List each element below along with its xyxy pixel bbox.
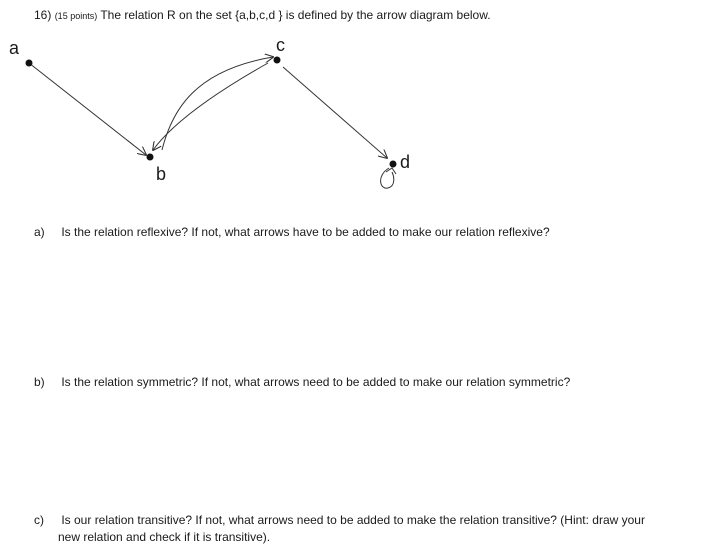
edge-c-to-b: [153, 63, 268, 150]
question-b: [34, 374, 570, 390]
question-c-text-continued: new relation and check if it is transitive).: [58, 530, 271, 544]
question-c: [34, 512, 645, 528]
node-a-dot: [26, 60, 33, 67]
node-a-label: a: [9, 38, 20, 58]
question-c-text: Is our relation transitive? If not, what arrows need to be added to make the relation transitive? (Hint: draw your: [61, 513, 645, 527]
edge-c-to-d: [283, 67, 387, 158]
question-a-text: Is the relation reflexive? If not, what arrows have to be added to make our relation reflexive?: [61, 225, 550, 239]
problem-statement: The relation R on the set {a,b,c,d } is defined by the arrow diagram below.: [100, 8, 491, 22]
edge-b-to-c: [162, 57, 273, 150]
question-c-continued: [58, 529, 270, 545]
question-b-text: Is the relation symmetric? If not, what arrows need to be added to make our relation symmetric?: [61, 375, 571, 389]
arrow-diagram: [0, 0, 728, 210]
question-b-label: b): [34, 375, 45, 389]
problem-number: 16): [34, 8, 52, 22]
node-d-dot: [390, 161, 397, 168]
edge-a-to-b: [29, 63, 146, 155]
problem-points: (15 points): [54, 11, 98, 21]
node-c-dot: [274, 57, 281, 64]
question-a-label: a): [34, 225, 45, 239]
question-c-label: c): [34, 513, 44, 527]
node-b-label: b: [156, 164, 167, 184]
node-c-label: c: [276, 35, 285, 55]
node-b-dot: [147, 154, 154, 161]
node-d-label: d: [400, 152, 411, 172]
question-a: [34, 224, 550, 240]
